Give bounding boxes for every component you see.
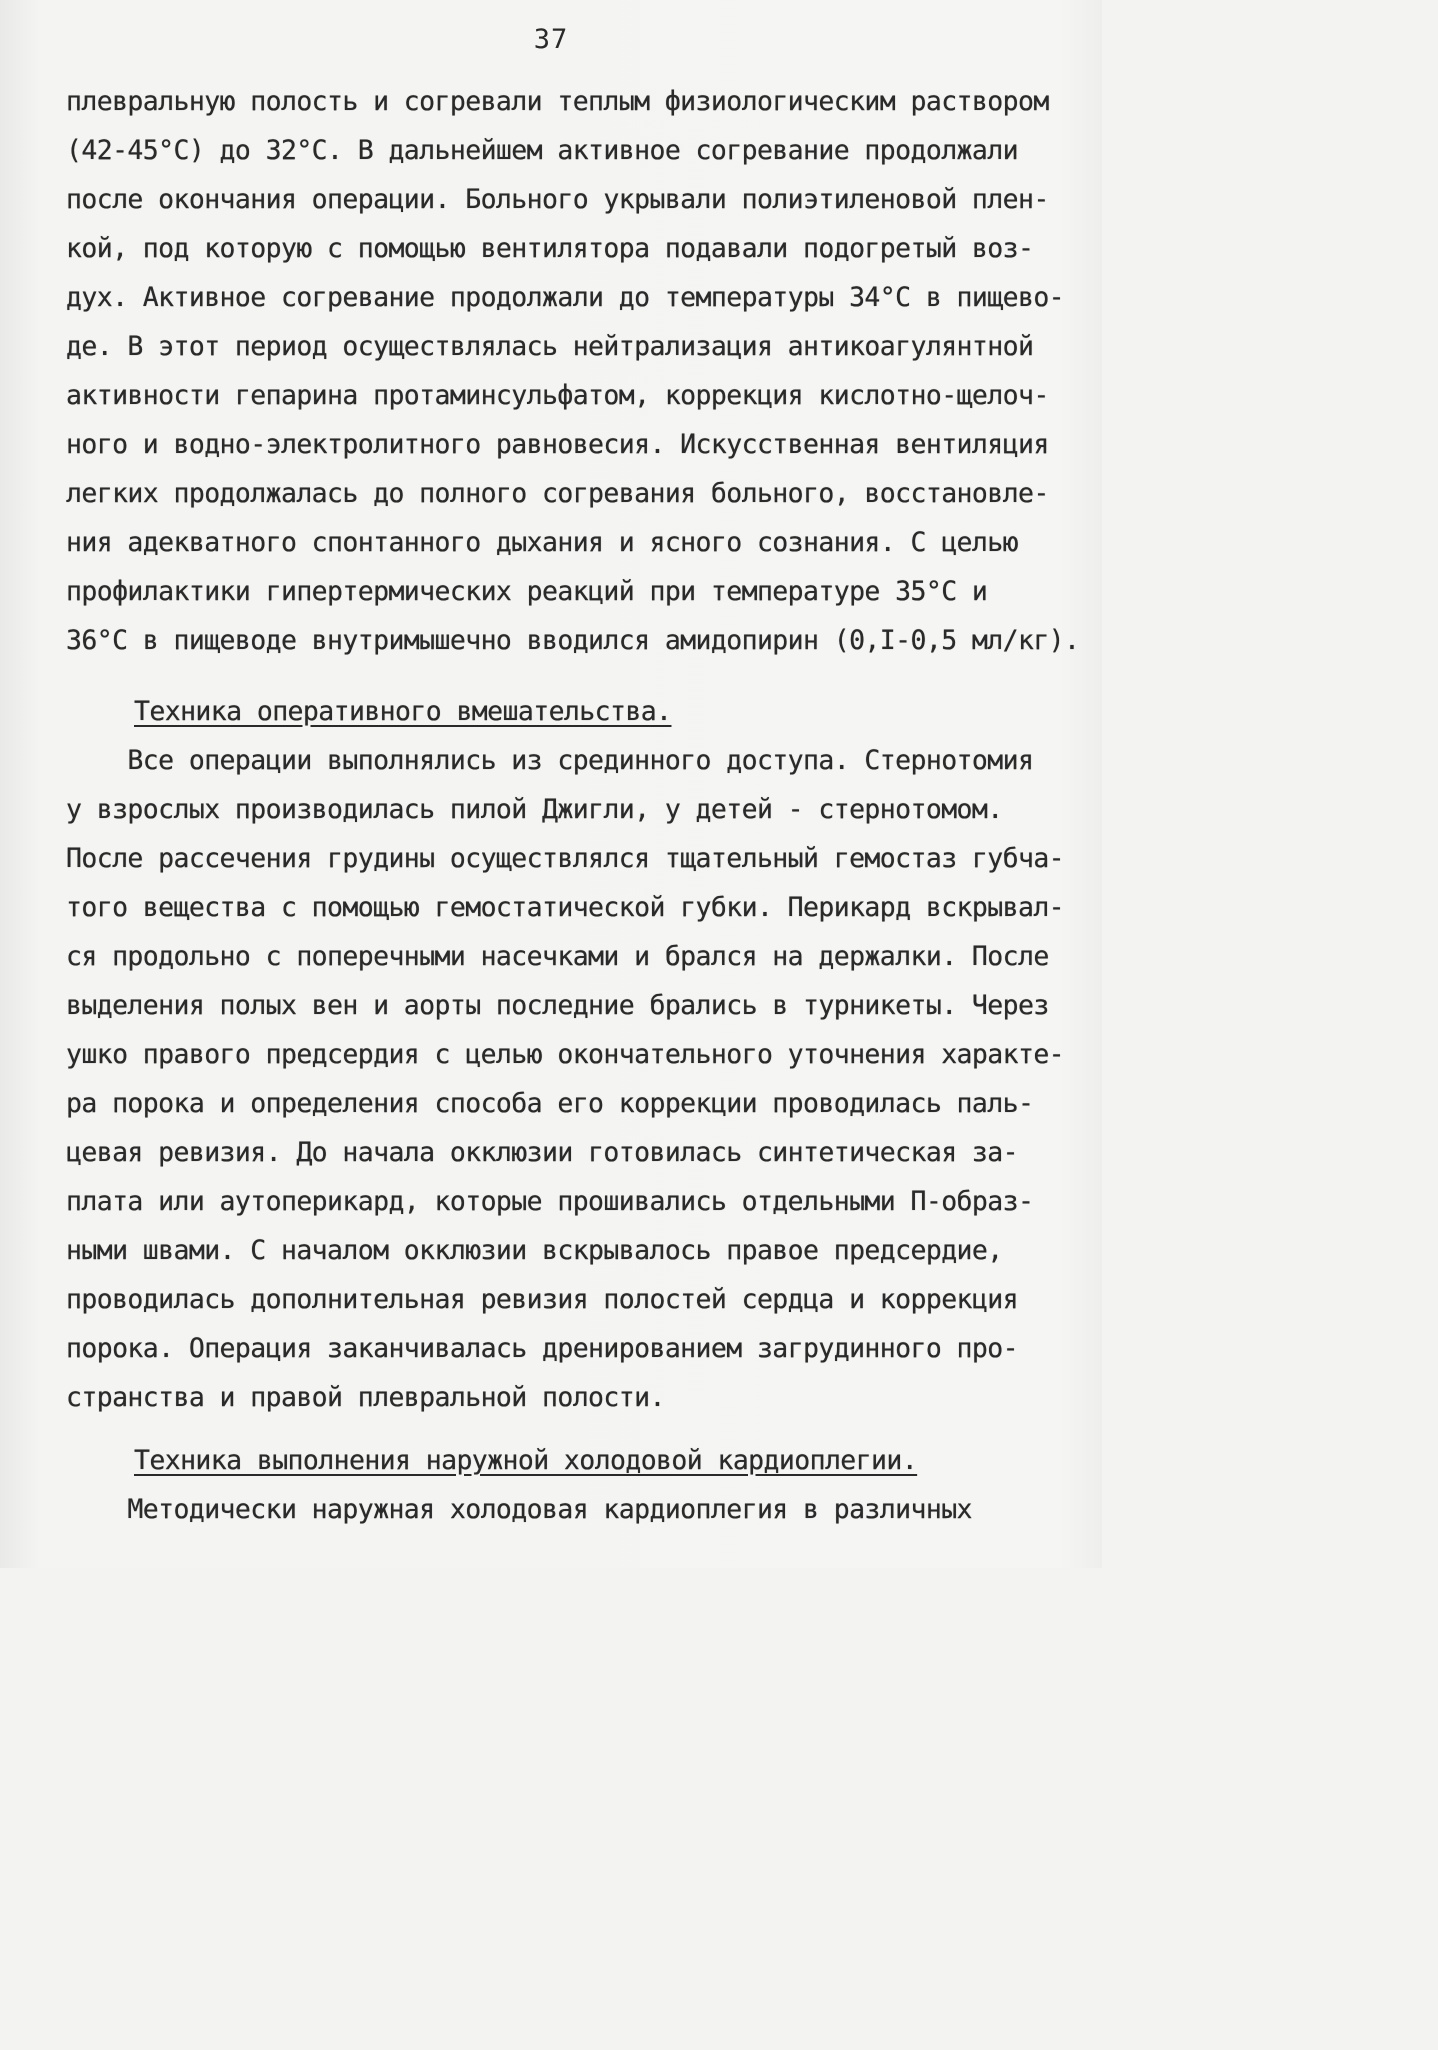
text-line: 36°С в пищеводе внутримышечно вводился амидопирин (0,I-0,5 мл/кг).: [66, 625, 1080, 656]
text-line: ся продольно с поперечными насечками и брался на держалки. После: [66, 941, 1049, 972]
text-line: ния адекватного спонтанного дыхания и ясного сознания. С целью: [66, 527, 1018, 558]
text-line: после окончания операции. Больного укрывали полиэтиленовой плен-: [66, 184, 1049, 215]
text-line: плевральную полость и согревали теплым физиологическим раствором: [66, 86, 1049, 117]
text-line: После рассечения грудины осуществлялся тщательный гемостаз губча-: [66, 843, 1065, 874]
text-line: легких продолжалась до полного согревания больного, восстановле-: [66, 478, 1049, 509]
text-line: кой, под которую с помощью вентилятора подавали подогретый воз-: [66, 233, 1034, 264]
text-line: у взрослых производилась пилой Джигли, у детей - стернотомом.: [66, 794, 1003, 825]
text-line: активности гепарина протаминсульфатом, коррекция кислотно-щелоч-: [66, 380, 1049, 411]
text-line: ными швами. С началом окклюзии вскрывалось правое предсердие,: [66, 1235, 1003, 1266]
section-heading: Техника выполнения наружной холодовой кардиоплегии.: [134, 1445, 918, 1476]
text-line: плата или аутоперикард, которые прошивались отдельными П-образ-: [66, 1186, 1034, 1217]
text-line: ного и водно-электролитного равновесия. Искусственная вентиляция: [66, 429, 1049, 460]
text-line: (42-45°С) до 32°С. В дальнейшем активное согревание продолжали: [66, 135, 1018, 166]
section-heading: Техника оперативного вмешательства.: [134, 696, 672, 727]
text-line: дух. Активное согревание продолжали до температуры 34°С в пищево-: [66, 282, 1065, 313]
page-number: 37: [533, 24, 569, 55]
text-line: де. В этот период осуществлялась нейтрализация антикоагулянтной: [66, 331, 1034, 362]
text-line: профилактики гипертермических реакций при температуре 35°С и: [66, 576, 988, 607]
text-line: выделения полых вен и аорты последние брались в турникеты. Через: [66, 990, 1049, 1021]
text-line: Все операции выполнялись из срединного доступа. Стернотомия: [66, 745, 1034, 776]
text-line: Методически наружная холодовая кардиоплегия в различных: [66, 1494, 972, 1525]
text-line: цевая ревизия. До начала окклюзии готовилась синтетическая за-: [66, 1137, 1018, 1168]
text-line: странства и правой плевральной полости.: [66, 1382, 665, 1413]
text-line: ушко правого предсердия с целью окончательного уточнения характе-: [66, 1039, 1065, 1070]
text-line: проводилась дополнительная ревизия полостей сердца и коррекция: [66, 1284, 1018, 1315]
text-line: ра порока и определения способа его коррекции проводилась паль-: [66, 1088, 1034, 1119]
text-line: того вещества с помощью гемостатической губки. Перикард вскрывал-: [66, 892, 1065, 923]
text-line: порока. Операция заканчивалась дренированием загрудинного про-: [66, 1333, 1018, 1364]
